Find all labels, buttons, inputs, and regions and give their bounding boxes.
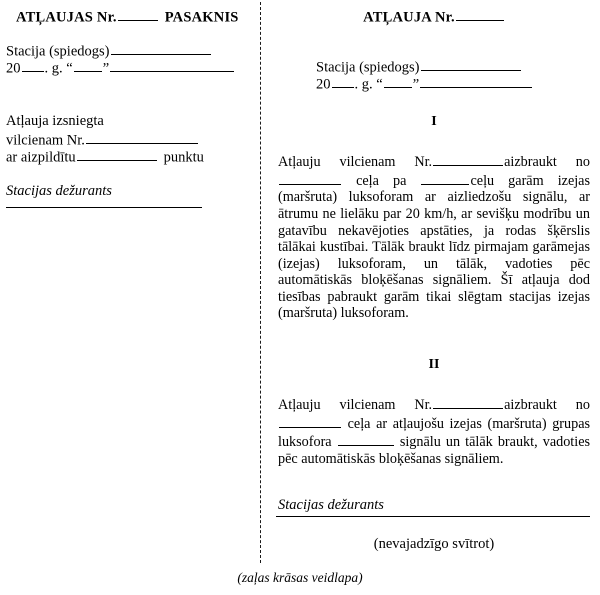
left-day-blank[interactable] <box>74 58 102 72</box>
form-footer-note: (zaļas krāsas veidlapa) <box>237 570 363 585</box>
section-two-paragraph <box>278 395 590 468</box>
right-date-row <box>316 74 533 93</box>
left-train-label: vilcienam Nr. <box>6 132 85 149</box>
right-station-label: Stacija (spiedogs) <box>316 59 420 76</box>
left-train-number-blank[interactable] <box>86 130 198 144</box>
left-year-close: ” <box>102 60 110 77</box>
s2-train-label: Atļauju vilcienam Nr. <box>278 397 433 414</box>
s1-from-track-blank[interactable] <box>279 171 341 185</box>
left-column-heading <box>16 7 239 26</box>
left-station-blank[interactable] <box>111 41 211 55</box>
left-issued-line2 <box>6 130 199 149</box>
left-heading-stub-label: PASAKNIS <box>164 9 239 26</box>
section-one-numeral: I <box>431 114 437 129</box>
left-point-label: punktu <box>163 149 204 166</box>
left-filled-label: ar aizpildītu <box>6 149 76 166</box>
s2-depart-label: aizbraukt no <box>504 397 590 414</box>
right-signature-rule <box>276 516 590 517</box>
left-filled-point-blank[interactable] <box>77 147 157 161</box>
left-month-blank[interactable] <box>110 58 234 72</box>
right-station-row <box>316 57 522 76</box>
s1-to-track-blank[interactable] <box>421 171 469 185</box>
right-year-close: ” <box>412 76 420 93</box>
left-issued-line1 <box>6 113 104 130</box>
s2-from-track-blank[interactable] <box>279 414 341 428</box>
section-one-paragraph <box>278 152 590 322</box>
right-year-blank[interactable] <box>332 74 354 88</box>
right-column-permit <box>268 0 600 595</box>
right-column-heading <box>268 7 600 26</box>
right-year-prefix: 20 <box>316 76 331 93</box>
left-signature-label: Stacijas dežurants <box>6 183 112 199</box>
strike-out-note: (nevajadzīgo svītrot) <box>373 536 495 552</box>
right-year-suffix: . g. “ <box>354 76 383 93</box>
right-day-blank[interactable] <box>384 74 412 88</box>
left-column-stub <box>0 0 255 595</box>
s1-train-label: Atļauju vilcienam Nr. <box>278 154 433 171</box>
left-issued-label: Atļauja izsniegta <box>6 113 104 129</box>
right-heading-permit-label: ATĻAUJA Nr. <box>363 9 455 26</box>
s2-track-label: ceļa ar atļaujošu izejas (maršruta) <box>347 415 547 432</box>
s2-signal-blank[interactable] <box>338 432 394 446</box>
s1-track-label: ceļa pa <box>356 172 407 189</box>
left-station-row <box>6 41 212 60</box>
s2-train-number-blank[interactable] <box>433 395 503 409</box>
left-issued-line3 <box>6 147 204 166</box>
left-year-blank[interactable] <box>22 58 44 72</box>
left-year-prefix: 20 <box>6 60 21 77</box>
right-month-blank[interactable] <box>420 74 532 88</box>
s2-body-text: signālu un tālāk braukt, vadoties pēc automātiskās bloķēšanas signāliem. <box>278 434 591 467</box>
left-station-label: Stacija (spiedogs) <box>6 43 110 60</box>
left-heading-permit-number-label: ATĻAUJAS Nr. <box>16 9 117 26</box>
right-signature-label: Stacijas dežurants <box>278 497 384 513</box>
right-heading-permit-number-blank[interactable] <box>456 7 504 21</box>
left-heading-permit-number-blank[interactable] <box>118 7 158 21</box>
s1-train-number-blank[interactable] <box>433 152 503 166</box>
s1-track-exit-label: ceļu garām izejas <box>470 172 590 189</box>
section-two-numeral: II <box>428 357 440 372</box>
vertical-dashed-divider <box>260 2 261 563</box>
s1-depart-label: aizbraukt no <box>504 154 590 171</box>
left-signature-rule <box>6 207 202 208</box>
s1-body-text: (maršruta) luksoforam ar aizliedzošu signālu, ar ātrumu ne lielāku par 20 km/h, ar sevišķu modrību un gatavību nekavējoties apstāties, ja rodas šķērslis tālākai kustībai. Tālāk braukt līdz pirmajam garāmejas (izejas) luksoforam, un tālāk, vadoties pēc automātiskās bloķēšanas signāliem. Šī atļauja dod tiesības pabraukt garām tikai slēgtam stacijas izejas (maršruta) luksoforam. <box>278 189 590 322</box>
left-year-suffix: . g. “ <box>44 60 73 77</box>
right-station-blank[interactable] <box>421 57 521 71</box>
left-date-row <box>6 58 235 77</box>
s2-group-signal-label: grupas luksofora <box>278 415 591 451</box>
